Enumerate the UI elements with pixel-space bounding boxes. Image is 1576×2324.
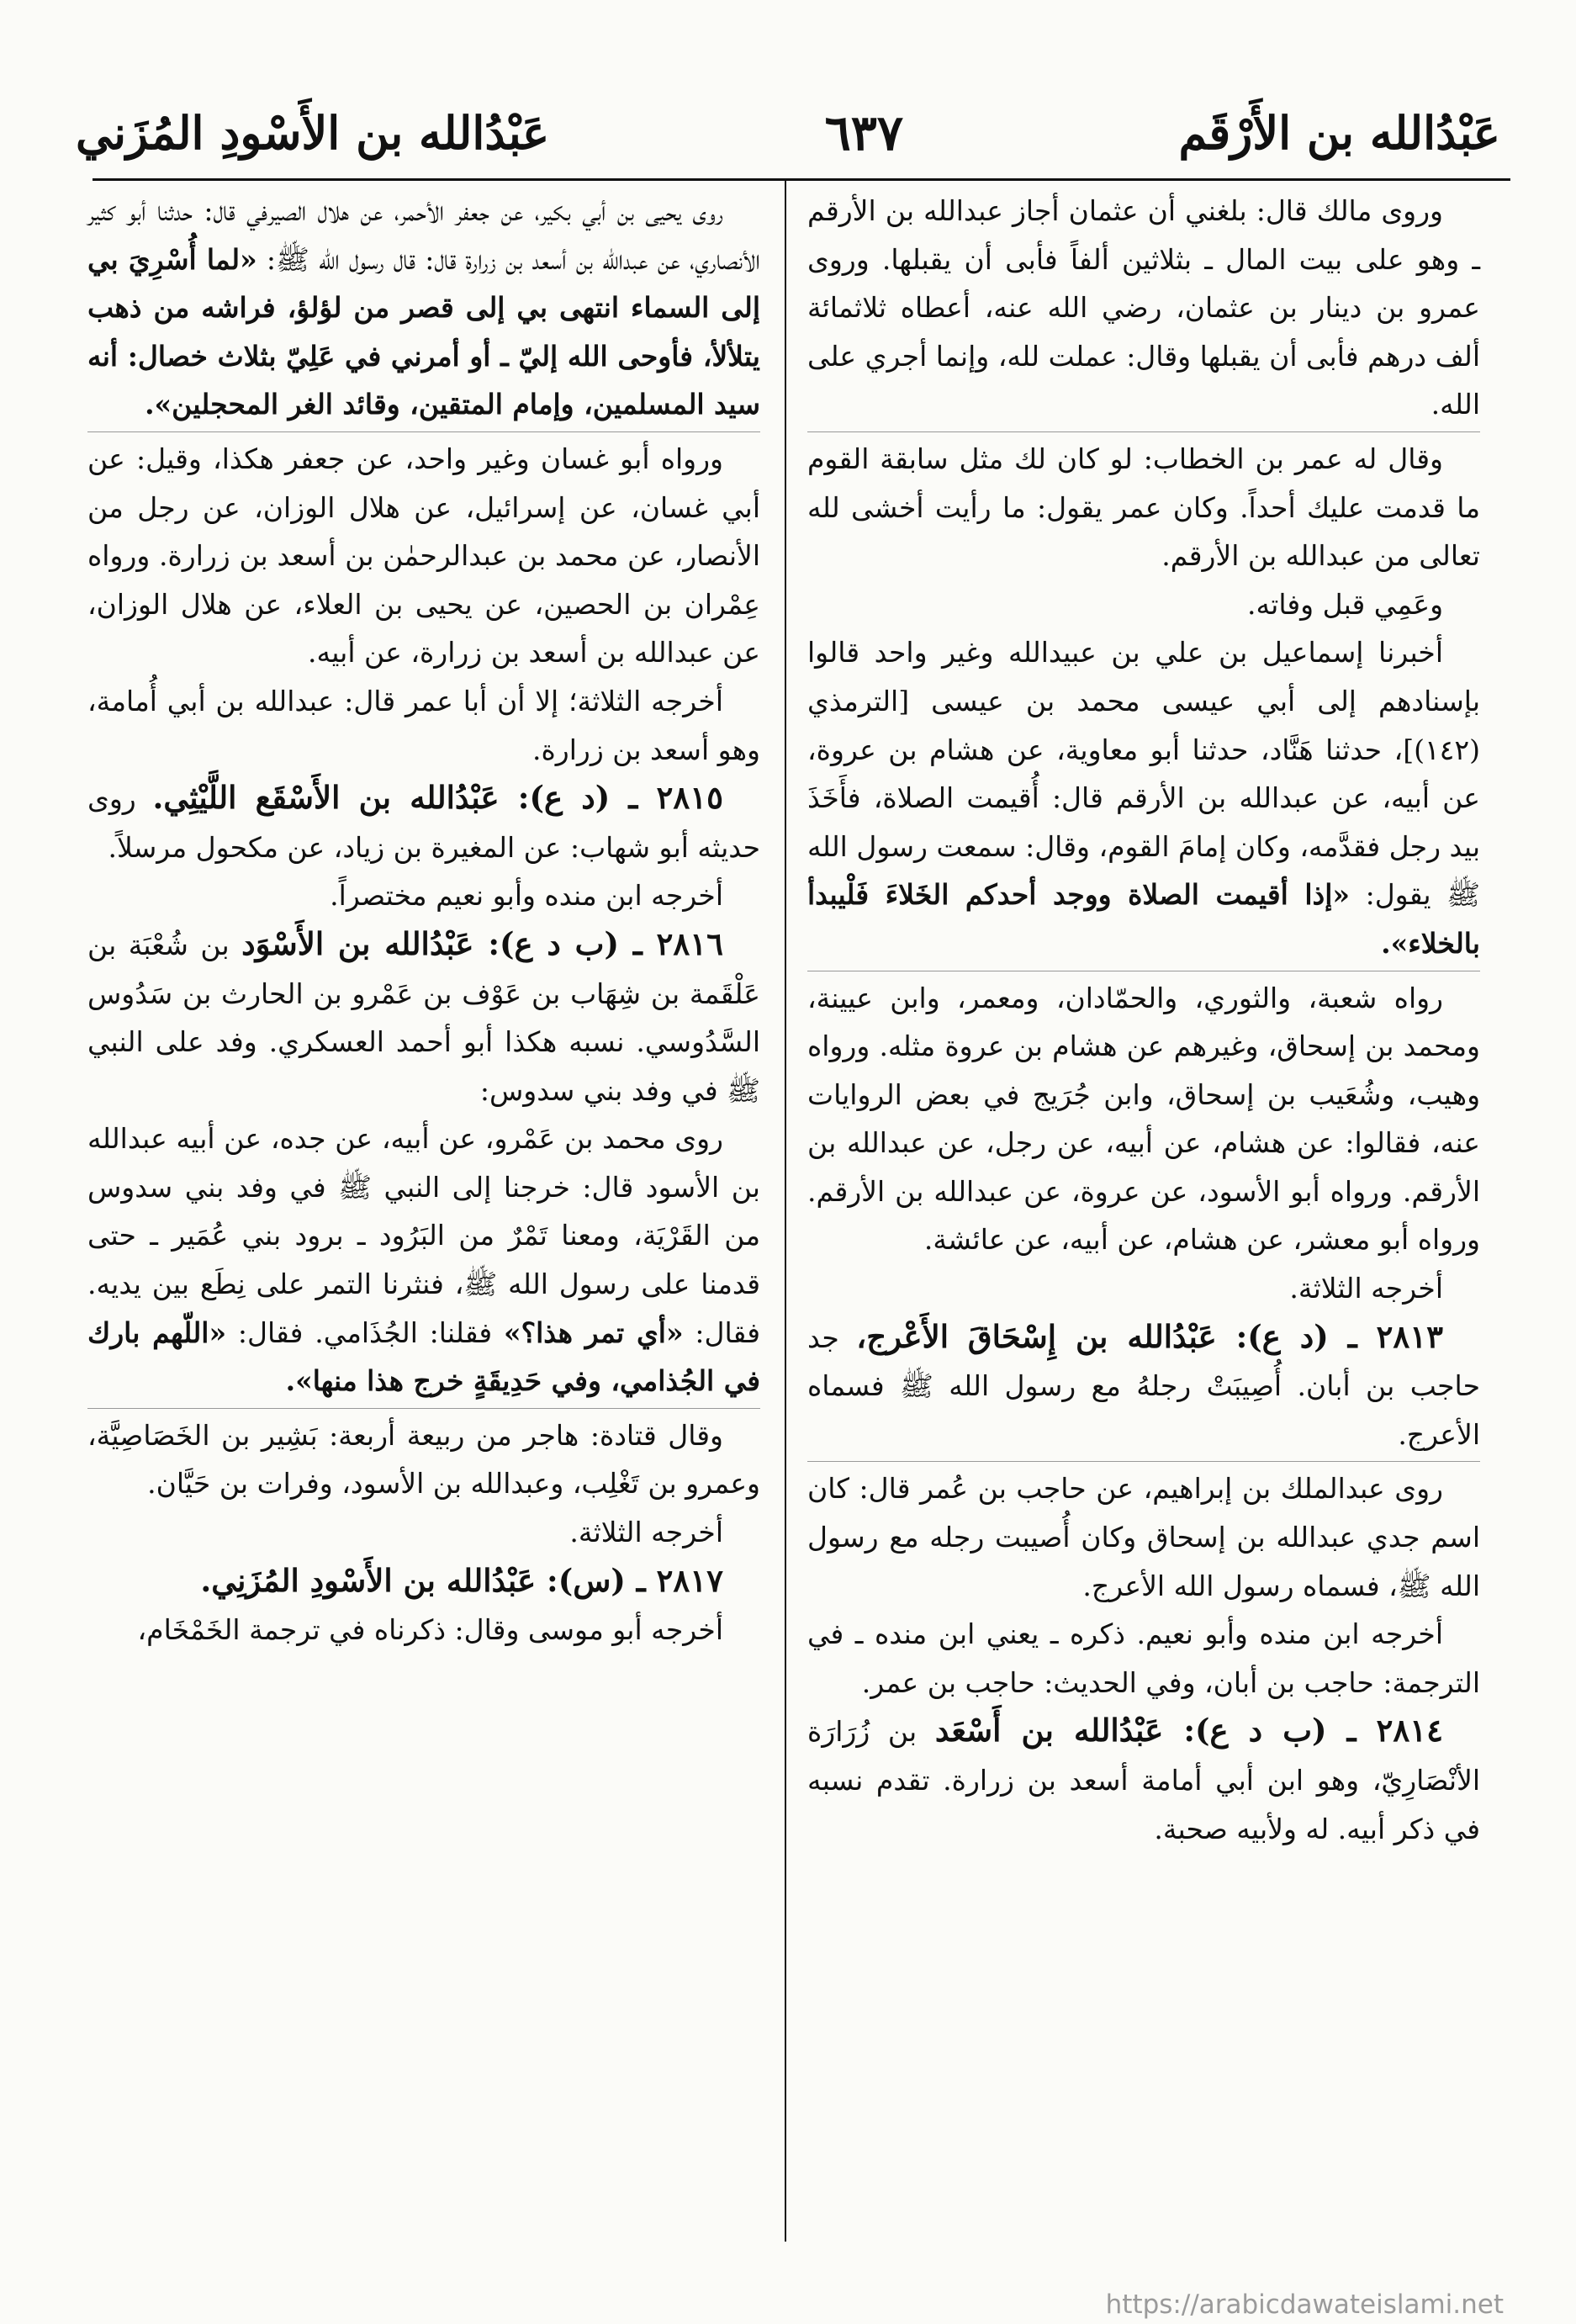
- right-column: [807, 187, 1480, 1853]
- hadith-quote: «أي تمر هذا؟»: [503, 1316, 684, 1349]
- header-rule: [93, 178, 1510, 181]
- paragraph: ورواه أبو غسان وغير واحد، عن جعفر هكذا، وقيل: عن أبي غسان، عن إسرائيل، عن هلال الوزان، عن رجل من الأنصار، عن محمد بن عبدالرحمٰن بن أسعد بن زرارة. ورواه عِمْران بن الحصين، عن يحيى بن العلاء، عن هلال الوزان، عن عبدالله بن أسعد بن زرارة، عن أبيه.: [87, 431, 760, 677]
- paragraph: أخرجه ابن منده وأبو نعيم. ذكره ـ يعني ابن منده ـ في الترجمة: حاجب بن أبان، وفي الحديث: حاجب بن عمر.: [807, 1617, 1480, 1699]
- paragraph: أخرجه أبو موسى وقال: ذكرناه في ترجمة الخَمْخَام،: [137, 1613, 723, 1647]
- paragraph: وقال له عمر بن الخطاب: لو كان لك مثل سابقة القوم ما قدمت عليك أحداً. وكان عمر يقول: ما رأيت أخشى لله تعالى من عبدالله بن الأرقم.: [807, 431, 1480, 580]
- entry-text: بن شُعْبَة بن عَلْقَمة بن شِهَاب بن عَوْف بن عَمْرو بن الحارث بن سَدُوس السَّدُوسي. نسبه هكذا أبو أحمد العسكري. وفد على النبي ﷺ في وفد بني سدوس:: [87, 928, 760, 1107]
- page-number: ٦٣٧: [824, 104, 904, 161]
- narration-text: روى محمد بن عَمْرو، عن أبيه، عن جده، عن أبيه عبدالله بن الأسود قال: خرجنا إلى النبي ﷺ في وفد بني سدوس من القَرْيَة، ومعنا تَمْرٌ من البَرُود ـ برود بني عُمَير ـ حتى قدمنا على رسول الله ﷺ، فنثرنا التمر على نِطَع بين يديه. فقال:: [87, 1122, 760, 1349]
- paragraph: [87, 1114, 760, 1406]
- entry-heading: ٢٨١٦ ـ (ب د ع): عَبْدُالله بن الأَسْوَد: [241, 924, 723, 962]
- running-header: [76, 94, 1500, 172]
- entry-heading: ٢٨١٥ ـ (د ع): عَبْدُالله بن الأَسْقَع اللَّيْثِي.: [152, 779, 723, 817]
- watermark-url: https://arabicdawateislami.net: [1105, 2290, 1504, 2320]
- entry-heading: ٢٨١٣ ـ (د ع): عَبْدُالله بن إِسْحَاقَ الأَعْرج،: [856, 1317, 1443, 1355]
- paragraph: [87, 187, 760, 429]
- column-divider: [785, 181, 786, 2242]
- header-right-title: عَبْدُالله بن الأَرْقَم: [1178, 106, 1500, 160]
- paragraph: رواه شعبة، والثوري، والحمّادان، ومعمر، وابن عيينة، ومحمد بن إسحاق، وغيرهم عن هشام بن عروة مثله. ورواه وهيب، وشُعَيب بن إسحاق، وابن جُرَيج في بعض الروايات عنه، فقالوا: عن هشام، عن أبيه، عن رجل، عن عبدالله بن الأرقم. ورواه أبو الأسود، عن عروة، عن عبدالله بن الأرقم. ورواه أبو معشر، عن هشام، عن أبيه، عن عائشة.: [807, 971, 1480, 1265]
- paragraph: روى عبدالملك بن إبراهيم، عن حاجب بن عُمر قال: كان اسم جدي عبدالله بن إسحاق وكان أُصيبت رجله مع رسول الله ﷺ، فسماه رسول الله الأعرج.: [807, 1461, 1480, 1610]
- left-column: [87, 187, 760, 1654]
- entry-heading: ٢٨١٤ ـ (ب د ع): عَبْدُالله بن أَسْعَد: [934, 1712, 1443, 1750]
- hadith-quote: «اللّهم بارك في الجُذامي، وفي حَدِيقَةٍ خرج هذا منها».: [87, 1316, 760, 1398]
- isnad-text: أخبرنا إسماعيل بن علي بن عبيدالله وغير واحد قالوا بإسنادهم إلى أبي عيسى محمد بن عيسى [الترمذي (١٤٢)]، حدثنا هَنَّاد، حدثنا أبو معاوية، عن هشام بن عروة، عن أبيه، عن عبدالله بن الأرقم قال: أُقيمت الصلاة، فأَخَذَ بيد رجل فقدَّمه، وكان إمامَ القوم، وقال: سمعت رسول الله ﷺ يقول:: [807, 636, 1480, 912]
- header-left-title: عَبْدُالله بن الأَسْودِ المُزَني: [76, 106, 550, 160]
- entry-heading: ٢٨١٧ ـ (س): عَبْدُالله بن الأَسْودِ المُزَنِي.: [200, 1561, 723, 1599]
- entry-2815: [87, 774, 760, 871]
- hadith-quote: «لما أُسْرِيَ بي إلى السماء انتهى بي إلى قصر من لؤلؤ، فراشه من ذهب يتلألأ، فأوحى الله إليّ ـ أو أمرني في عَلِيّ بثلاث خصال: أنه سيد المسلمين، وإمام المتقين، وقائد الغر المحجلين».: [87, 242, 760, 421]
- entry-text: جد حاجب بن أبان. أُصِيبَتْ رجلهُ مع رسول الله ﷺ فسماه الأعرج.: [807, 1321, 1480, 1451]
- paragraph: وقال قتادة: هاجر من ربيعة أربعة: بَشِير بن الخَصَاصِيَّة، وعمرو بن تَغْلِب، وعبدالله بن الأسود، وفرات بن حَيَّان.: [87, 1408, 760, 1508]
- paragraph: أخرجه الثلاثة.: [1289, 1272, 1443, 1305]
- hadith-quote: «إذا أقيمت الصلاة ووجد أحدكم الخَلاءَ فَلْيبدأ بالخلاء».: [807, 878, 1480, 960]
- paragraph: وروى مالك قال: بلغني أن عثمان أجاز عبدالله بن الأرقم ـ وهو على بيت المال ـ بثلاثين ألفاً فأبى أن يقبلها. وروى عمرو بن دينار بن عثمان، رضي الله عنه، أعطاه ثلاثمائة ألف درهم فأبى أن يقبلها وقال: عملت لله، وإنما أجري على الله.: [807, 194, 1480, 421]
- narration-text: فقلنا: الجُذَامي. فقال:: [237, 1316, 493, 1349]
- isnad-text: روى يحيى بن أبي بكير، عن جعفر الأحمر، عن هلال الصيرفي قال: حدثنا أبو كثير الأنصاري، عن عبدالله بن أسعد بن زرارة قال: قال رسول الله ﷺ:: [87, 194, 760, 276]
- entry-2813: [807, 1313, 1480, 1459]
- entry-text: روى حديثه أبو شهاب: عن المغيرة بن زياد، عن مكحول مرسلاً.: [87, 782, 760, 864]
- entry-2814: [807, 1707, 1480, 1853]
- paragraph: أخرجه الثلاثة.: [569, 1516, 723, 1549]
- paragraph: أخرجه ابن منده وأبو نعيم مختصراً.: [330, 879, 723, 913]
- paragraph: أخرجه الثلاثة؛ إلا أن أبا عمر قال: عبدالله بن أبي أُمامة، وهو أسعد بن زرارة.: [87, 684, 760, 766]
- entry-2816: [87, 920, 760, 1114]
- paragraph: وعَمِي قبل وفاته.: [1246, 587, 1443, 621]
- entry-text: بن زُرَارَة الأنْصَارِيّ، وهو ابن أبي أمامة أسعد بن زرارة. تقدم نسبه في ذكر أبيه. له ولأبيه صحبة.: [807, 1715, 1480, 1845]
- entry-2817: [87, 1557, 760, 1607]
- paragraph: [807, 628, 1480, 967]
